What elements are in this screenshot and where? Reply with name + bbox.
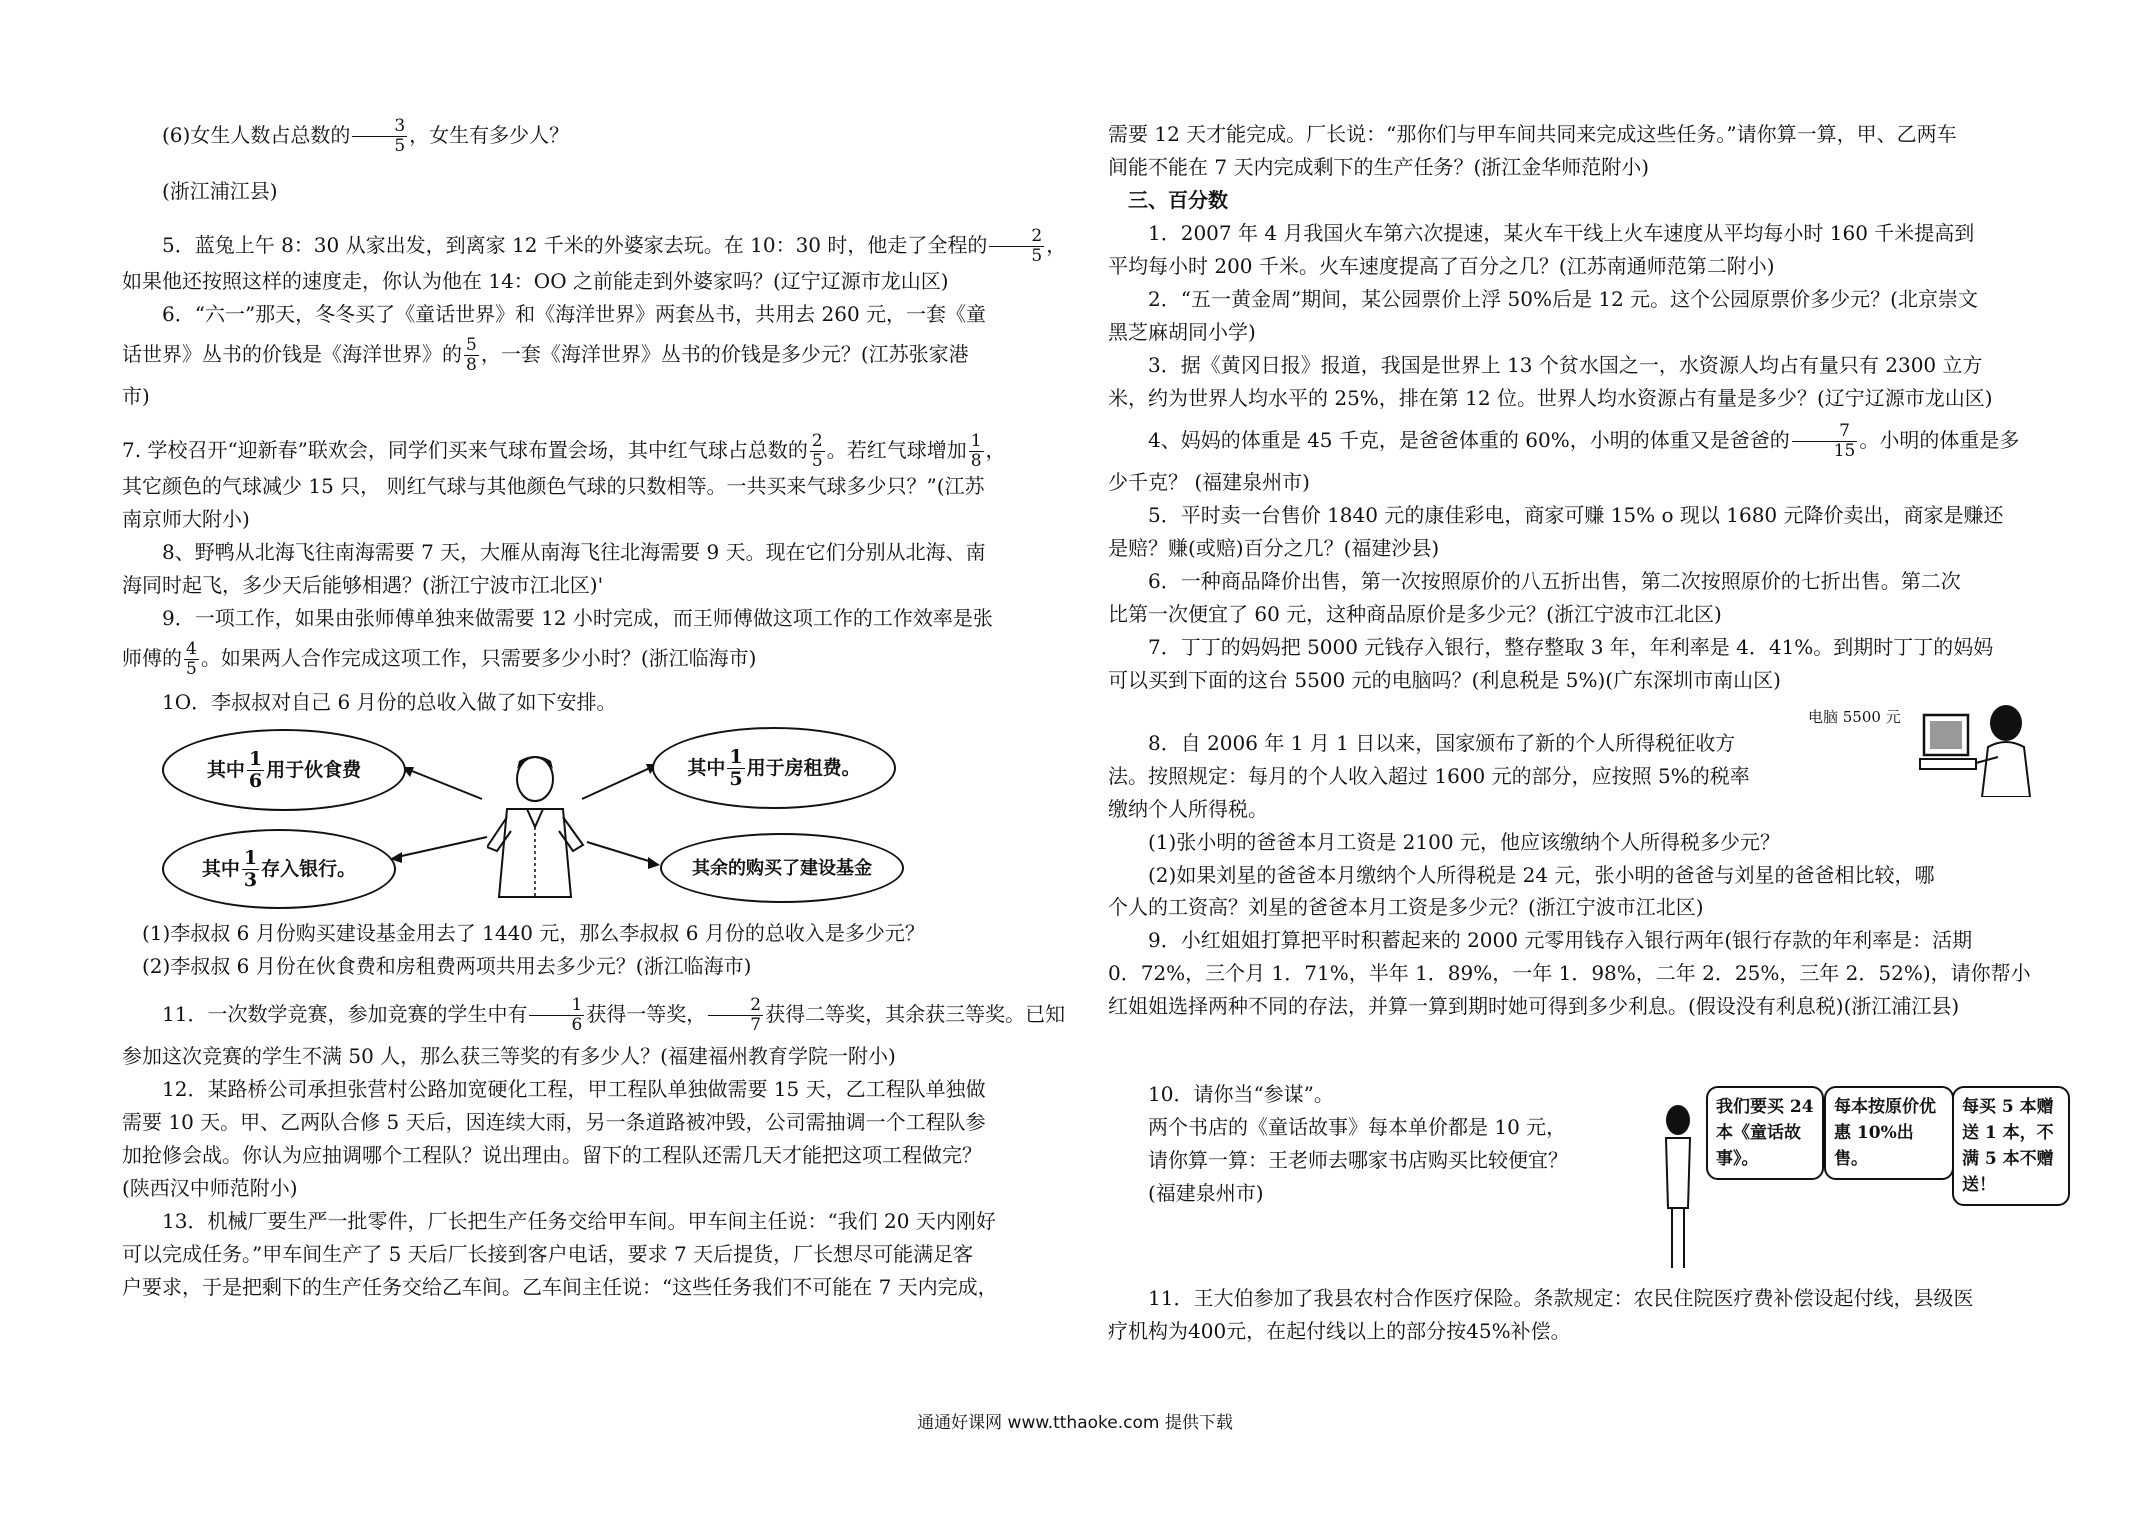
text-line: 如果他还按照这样的速度走，你认为他在 14：OO 之前能走到外婆家吗？(辽宁辽源市龙山区) xyxy=(122,269,949,293)
question-10-sub-2: (2)李叔叔 6 月份在伙食费和房租费两项共用去多少元？(浙江临海市) xyxy=(142,954,752,978)
paragraph: (6)女生人数占总数的 $\frac{3}{5}$ ，女生有多少人？ xyxy=(162,116,570,156)
fraction: $\frac{5}{8}$ xyxy=(466,335,477,375)
question-5: 5．蓝兔上午 8：30 从家出发，到离家 12 千米的外婆家去玩。在 10：30 时，他走了全程的 $\frac{2}{5}$ ， xyxy=(162,226,1067,266)
text-line: 米，约为世界人均水平的 25%，排在第 12 位。世界人均水资源占有量是多少？(辽宁辽源市龙山区) xyxy=(1108,386,1993,410)
text-line: (1)张小明的爸爸本月工资是 2100 元，他应该缴纳个人所得税多少元？ xyxy=(1148,830,1780,854)
fraction: $\frac{4}{5}$ xyxy=(186,639,197,679)
percent-question-1: 1．2007 年 4 月我国火车第六次提速，某火车干线上火车速度从平均每小时 160 千米提高到 xyxy=(1148,221,1975,245)
question-8: 8、野鸭从北海飞往南海需要 7 天，大雁从南海飞往北海需要 9 天。现在它们分别从北海、南 xyxy=(162,540,986,564)
fraction: $\frac{7}{15}$ xyxy=(1792,423,1858,460)
teacher-illustration xyxy=(1658,1098,1698,1278)
text-line: 红姐姐选择两种不同的存法，并算一算到期时她可得到多少利息。(假设没有利息税)(浙江浦江县) xyxy=(1108,994,1960,1018)
text-line: 其它颜色的气球减少 15 只， 则红气球与其他颜色气球的只数相等。一共买来气球多少只？”(江苏 xyxy=(122,474,985,498)
text-line: 疗机构为400元，在起付线以上的部分按45%补偿。 xyxy=(1108,1319,1571,1343)
fraction: $\frac{2}{5}$ xyxy=(989,228,1044,265)
text-line: 可以买到下面的这台 5500 元的电脑吗？(利息税是 5%)(广东深圳市南山区) xyxy=(1108,668,1781,692)
bubble-rent: 其中 $\frac{1}{5}$ 用于房租费。 xyxy=(652,727,896,809)
question-13: 13．机械厂要生严一批零件，厂长把生产任务交给甲车间。甲车间主任说：“我们 20 天内刚好 xyxy=(162,1209,996,1233)
text-line: (陕西汉中师范附小) xyxy=(122,1176,298,1200)
text-line: 少千克？ (福建泉州市) xyxy=(1108,470,1310,494)
fraction: $\frac{1}{6}$ xyxy=(248,747,263,792)
text-line: 户要求，于是把剩下的生产任务交给乙车间。乙车间主任说：“这些任务我们不可能在 7 天内完成， xyxy=(122,1275,998,1299)
text-line: 两个书店的《童话故事》每本单价都是 10 元， xyxy=(1148,1115,1567,1139)
percent-question-11: 11．王大伯参加了我县农村合作医疗保险。条款规定：农民住院医疗费补偿设起付线，县级医 xyxy=(1148,1286,1974,1310)
percent-question-3: 3．据《黄冈日报》报道，我国是世界上 13 个贫水国之一，水资源人均占有量只有 2300 立方 xyxy=(1148,353,1983,377)
percent-question-2: 2．“五一黄金周”期间，某公园票价上浮 50%后是 12 元。这个公园原票价多少元？(北京崇文 xyxy=(1148,287,1978,311)
text-line: 缴纳个人所得税。 xyxy=(1108,797,1268,821)
percent-question-7: 7．丁丁的妈妈把 5000 元钱存入银行，整存整取 3 年，年利率是 4．41%。到期时丁丁的妈妈 xyxy=(1148,635,1994,659)
percent-question-5: 5．平时卖一台售价 1840 元的康佳彩电，商家可赚 15% o 现以 1680 元降价卖出，商家是赚还 xyxy=(1148,503,2004,527)
question-8-block xyxy=(1108,697,2048,887)
fraction: $\frac{2}{5}$ xyxy=(811,431,823,471)
speech-bubble-teacher: 我们要买 24 本《童话故事》。 xyxy=(1706,1086,1824,1180)
man-illustration xyxy=(487,747,587,907)
text-line: 请你算一算：王老师去哪家书店购买比较便宜？ xyxy=(1148,1148,1568,1172)
page-footer: 通通好课网 www.tthaoke.com 提供下载 xyxy=(917,1413,1233,1433)
text-line: (2)如果刘星的爸爸本月缴纳个人所得税是 24 元，张小明的爸爸与刘星的爸爸相比较，哪 xyxy=(1148,863,1935,887)
fraction: $\frac{1}{8}$ xyxy=(970,431,982,471)
question-10-sub-1: (1)李叔叔 6 月份购买建设基金用去了 1440 元，那么李叔叔 6 月份的总收入是多少元？ xyxy=(142,921,925,945)
text-line: 加抢修会战。你认为应抽调哪个工程队？说出理由。留下的工程队还需几天才能把这项工程做完？ xyxy=(122,1143,982,1167)
percent-question-8: 8．自 2006 年 1 月 1 日以来，国家颁布了新的个人所得税征收方 xyxy=(1148,731,1736,755)
question-6: 6．“六一”那天，冬冬买了《童话世界》和《海洋世界》两套丛书，共用去 260 元，一套《童 xyxy=(162,302,987,326)
text-line: 间能不能在 7 天内完成剩下的生产任务？(浙江金华师范附小) xyxy=(1108,155,1650,179)
computer-price-label: 电脑 5500 元 xyxy=(1808,708,1901,726)
text-line: 平均每小时 200 千米。火车速度提高了百分之几？(江苏南通师范第二附小) xyxy=(1108,254,1775,278)
bookstore-a-sign: 每本按原价优惠 10%出售。 xyxy=(1824,1086,1954,1180)
bookstore-b-sign: 每买 5 本赠送 1 本，不满 5 本不赠送！ xyxy=(1952,1086,2070,1206)
text-line: 法。按照规定：每月的个人收入超过 1600 元的部分，应按照 5%的税率 xyxy=(1108,764,1750,788)
income-diagram xyxy=(162,727,902,907)
text-line: 个人的工资高？刘星的爸爸本月工资是多少元？(浙江宁波市江北区) xyxy=(1108,895,1704,919)
question-10: 1O．李叔叔对自己 6 月份的总收入做了如下安排。 xyxy=(162,690,617,714)
text-line: 是赔？赚(或赔)百分之几？(福建沙县) xyxy=(1108,536,1440,560)
text-line: (福建泉州市) xyxy=(1148,1181,1264,1205)
bubble-bank: 其中 $\frac{1}{3}$ 存入银行。 xyxy=(162,829,396,909)
left-column xyxy=(122,118,1082,1304)
text-line: 需要 10 天。甲、乙两队合修 5 天后，因连续大雨，另一条道路被冲毁，公司需抽调一个工程队参 xyxy=(122,1110,986,1134)
text-line: 黑芝麻胡同小学) xyxy=(1108,320,1256,344)
percent-question-4: 4、妈妈的体重是 45 千克，是爸爸体重的 60%，小明的体重又是爸爸的 $\frac{7}{15}$ 。小明的体重是多 xyxy=(1148,421,2020,461)
text-line: 参加这次竞赛的学生不满 50 人，那么获三等奖的有多少人？(福建福州教育学院一附小) xyxy=(122,1044,896,1068)
text-line: 可以完成任务。”甲车间生产了 5 天后厂长接到客户电话，要求 7 天后提货，厂长想尽可能满足客 xyxy=(122,1242,974,1266)
right-column xyxy=(1108,118,2054,1348)
text-line: 海同时起飞，多少天后能够相遇？(浙江宁波市江北区)' xyxy=(122,573,604,597)
question-13-continued: 需要 12 天才能完成。厂长说：“那你们与甲车间共同来完成这些任务。”请你算一算，甲、乙两车 xyxy=(1108,122,1957,146)
text-line: 话世界》丛书的价钱是《海洋世界》的 $\frac{5}{8}$ ，一套《海洋世界》丛书的价钱是多少元？(江苏张家港 xyxy=(122,335,969,375)
percent-question-9: 9．小红姐姐打算把平时积蓄起来的 2000 元零用钱存入银行两年(银行存款的年利率是：活期 xyxy=(1148,928,1973,952)
question-9: 9．一项工作，如果由张师傅单独来做需要 12 小时完成，而王师傅做这项工作的工作效率是张 xyxy=(162,606,993,630)
question-12: 12．某路桥公司承担张营村公路加宽硬化工程，甲工程队单独做需要 15 天，乙工程队单独做 xyxy=(162,1077,986,1101)
text-line: 比第一次便宜了 60 元，这种商品原价是多少元？(浙江宁波市江北区) xyxy=(1108,602,1722,626)
fraction: $\frac{2}{7}$ xyxy=(708,997,763,1034)
question-11: 11．一次数学竞赛，参加竞赛的学生中有 $\frac{1}{6}$ 获得一等奖， $\frac{2}{7}$ 获得二等奖，其余获三等奖。已知 xyxy=(162,995,1066,1035)
text-line: 南京师大附小) xyxy=(122,507,250,531)
fraction: $\frac{1}{5}$ xyxy=(729,745,743,790)
fraction: $\frac{1}{6}$ xyxy=(529,997,584,1034)
text-line: 0．72%，三个月 1．71%，半年 1．89%，一年 1．98%，二年 2．25%，三年 2．52%)，请你帮小 xyxy=(1108,961,2031,985)
bubble-fund: 其余的购买了建设基金 xyxy=(660,833,904,903)
text-line: 市) xyxy=(122,384,150,408)
bubble-food: 其中 $\frac{1}{6}$ 用于伙食费 xyxy=(162,729,406,811)
text-line: 师傅的 $\frac{4}{5}$ 。如果两人合作完成这项工作，只需要多少小时？(浙江临海市) xyxy=(122,639,757,679)
section-heading: 三、百分数 xyxy=(1128,188,1228,212)
computer-illustration xyxy=(1918,697,2038,797)
source-note: (浙江浦江县) xyxy=(162,179,278,203)
percent-question-10: 10．请你当“参谋”。 xyxy=(1148,1082,1334,1106)
question-7: 7. 学校召开“迎新春”联欢会，同学们买来气球布置会场，其中红气球占总数的 $\frac{2}{5}$ 。若红气球增加 $\frac{1}{8}$ ， xyxy=(122,431,1006,471)
question-10-block xyxy=(1108,1078,2054,1278)
percent-question-6: 6．一种商品降价出售，第一次按照原价的八五折出售，第二次按照原价的七折出售。第二次 xyxy=(1148,569,1961,593)
fraction: $\frac{3}{5}$ xyxy=(352,118,407,155)
fraction: $\frac{1}{3}$ xyxy=(243,846,258,891)
